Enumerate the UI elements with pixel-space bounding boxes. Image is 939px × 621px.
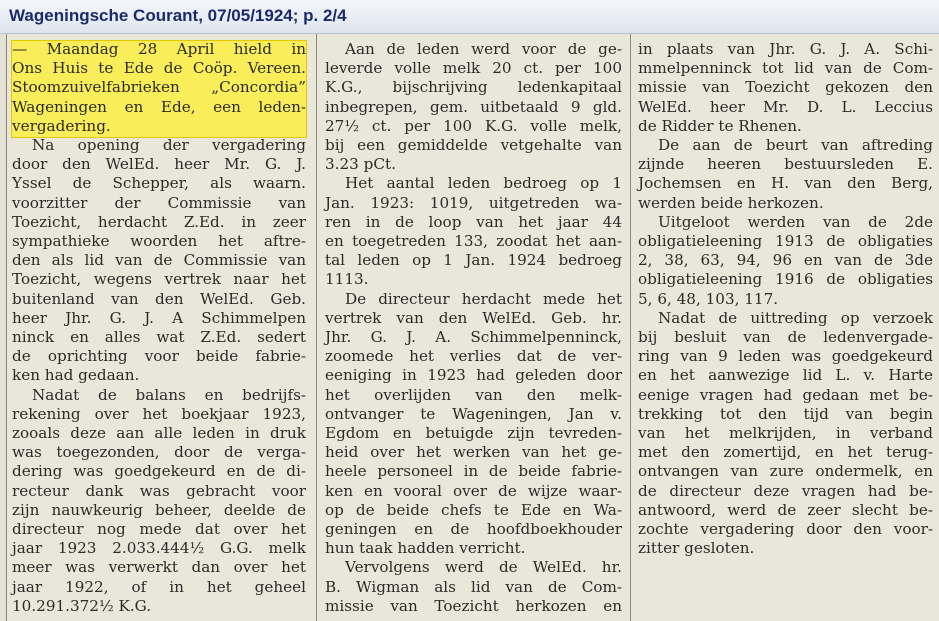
article-line-text: Stoomzuivelfabrieken „Concordia” [12, 78, 306, 97]
article-line-text: tal leden op 1 Jan. 1924 bedroeg [325, 251, 622, 270]
article-line-text: zochte vergadering door den voor- [638, 520, 933, 539]
article-column-2 [325, 40, 622, 616]
article-line [638, 366, 933, 385]
article-line [638, 136, 933, 155]
article-line [12, 597, 306, 616]
article-line [12, 309, 306, 328]
article-line [325, 251, 622, 270]
article-line [325, 232, 622, 251]
article-line-text: Nadat de balans en bedrijfs- [32, 385, 306, 404]
article-line-text: Wageningen en Ede, een leden- [12, 97, 306, 116]
article-line-text: vergadering. [12, 116, 111, 135]
article-line [12, 59, 306, 78]
article-line-text: jaar 1922, of in het geheel [12, 577, 306, 596]
article-line-text: 27½ ct. per 100 K.G. volle melk, [325, 116, 622, 135]
article-line [325, 155, 622, 174]
article-line [325, 59, 622, 78]
article-line [12, 482, 306, 501]
article-line-text: obligatieleening 1916 de obligaties [638, 270, 933, 289]
article-line-text: ontvangen van zure ondermelk, en [638, 462, 933, 481]
article-line [325, 366, 622, 385]
article-line-text: bij een gemiddelde vetgehalte van [325, 136, 622, 155]
article-line [12, 174, 306, 193]
article-line-text: geningen en de hoofdboekhouder [325, 520, 622, 539]
article-line-text: zitter gesloten. [638, 539, 755, 558]
article-line-text: vertrek van den WelEd. Geb. hr. [325, 308, 622, 327]
page-title: Wageningsche Courant, 07/05/1924; p. 2/4 [9, 6, 347, 25]
article-line-text: trekking tot den tijd van begin [638, 404, 933, 423]
article-line-text: Jochemsen en H. van den Berg, [638, 174, 933, 193]
article-line-text: leverde volle melk 20 ct. per 100 [325, 59, 622, 78]
article-line [638, 232, 933, 251]
article-line-text: Jhr. G. J. A. Schimmelpenninck, [325, 328, 622, 347]
article-line-text: jaar 1923 2.033.444½ G.G. melk [12, 539, 306, 558]
article-line [325, 40, 622, 59]
article-line-text: door den WelEd. heer Mr. G. J. [12, 155, 306, 174]
article-line [638, 539, 933, 558]
article-line-text: Jan. 1923: 1019, uitgetreden wa- [325, 193, 622, 212]
article-line [325, 386, 622, 405]
article-line [638, 462, 933, 481]
article-line-text: op de beide chefs te Ede en Wa- [325, 500, 622, 519]
article-line [638, 40, 933, 59]
article-line-text: ken had gedaan. [12, 366, 140, 385]
article-line [12, 539, 306, 558]
article-line [325, 328, 622, 347]
article-column-1 [12, 40, 306, 616]
article-line [638, 98, 933, 117]
article-line [12, 251, 306, 270]
article-line [325, 597, 622, 616]
article-line [325, 174, 622, 193]
article-line [12, 443, 306, 462]
article-line [638, 270, 933, 289]
article-line-text: Toezicht, herdacht Z.Ed. in zeer [12, 212, 306, 231]
article-line-text: meer was verwerkt dan over het [12, 558, 306, 577]
article-line-text: de oprichting voor beide fabrie- [12, 347, 306, 366]
article-line [325, 424, 622, 443]
column-rule-2 [630, 34, 631, 621]
article-line-text: obligatieleening 1913 de obligaties [638, 232, 933, 251]
article-line [12, 155, 306, 174]
article-line [638, 520, 933, 539]
article-line [638, 443, 933, 462]
article-line [638, 501, 933, 520]
article-line-text: Vervolgens werd de WelEd. hr. [345, 558, 622, 577]
article-line [638, 155, 933, 174]
article-line [638, 213, 933, 232]
article-line [12, 501, 306, 520]
article-line-text: ken en vooral over de wijze waar- [325, 481, 622, 500]
article-line-text: Nadat de uittreding op verzoek [658, 308, 933, 327]
article-line [638, 251, 933, 270]
article-line-text: bij besluit van de ledenvergade- [638, 328, 933, 347]
article-line [638, 117, 933, 136]
article-line [638, 482, 933, 501]
article-line-text: zooals deze aan alle leden in druk [12, 424, 306, 443]
article-line [12, 366, 306, 385]
article-line [12, 117, 306, 136]
article-line [325, 213, 622, 232]
article-line-text: ring van 9 leden was goedgekeurd [638, 347, 933, 366]
article-line-text: eeniging in 1923 had geleden door [325, 366, 622, 385]
article-line-text: heer Jhr. G. J. A Schimmelpen [12, 308, 306, 327]
article-line [12, 424, 306, 443]
article-line-text: den als lid van de Commissie van [12, 251, 306, 270]
article-line [12, 558, 306, 577]
article-line-text: De directeur herdacht mede het [345, 289, 622, 308]
article-line-text: Egdom en betuigde zijn tevreden- [325, 424, 622, 443]
article-line [12, 386, 306, 405]
article-line-text: sympathieke woorden het aftre- [12, 232, 306, 251]
article-line [638, 309, 933, 328]
article-line [638, 424, 933, 443]
article-line-text: werden beide herkozen. [638, 193, 824, 212]
article-line [325, 78, 622, 97]
article-line-text: missie van Toezicht gekozen den [638, 78, 933, 97]
newspaper-clipping [0, 34, 939, 621]
article-line [325, 194, 622, 213]
article-line [325, 136, 622, 155]
article-line [12, 232, 306, 251]
article-line-text: dering was goedgekeurd en de di- [12, 462, 306, 481]
article-line [325, 462, 622, 481]
article-line [638, 290, 933, 309]
article-line [325, 578, 622, 597]
article-line-text: heele personeel in de beide fabrie- [325, 462, 622, 481]
article-line-text: 10.291.372½ K.G. [12, 596, 152, 615]
article-line-text: rekening over het boekjaar 1923, [12, 404, 306, 423]
article-line-text: mmelpenninck tot lid van de Com- [638, 59, 933, 78]
article-line [12, 405, 306, 424]
article-line [12, 213, 306, 232]
article-line-text: Na opening der vergadering [32, 136, 306, 155]
article-line-text: buitenland van den WelEd. Geb. [12, 289, 306, 308]
article-line-text: Aan de leden werd voor de ge- [345, 40, 622, 58]
article-line-text: 1113. [325, 270, 369, 289]
article-line [12, 462, 306, 481]
article-line [325, 558, 622, 577]
article-line-text: 2, 38, 63, 94, 96 en van de 3de [638, 251, 933, 270]
article-line-text: Ons Huis te Ede de Coöp. Vereen. [12, 59, 306, 78]
column-rule-1 [316, 34, 317, 621]
article-line-text: 5, 6, 48, 103, 117. [638, 289, 779, 308]
article-line [325, 290, 622, 309]
article-line [12, 328, 306, 347]
article-line [12, 40, 306, 59]
article-line [325, 482, 622, 501]
article-line-text: en het aanwezige lid L. v. Harte [638, 366, 933, 385]
article-line [325, 270, 622, 289]
article-line-text: zijn nauwkeurig beheer, deelde de [12, 500, 306, 519]
article-line [12, 578, 306, 597]
article-line [325, 520, 622, 539]
article-line-text: ontvanger te Wageningen, Jan v. [325, 404, 622, 423]
article-line [325, 443, 622, 462]
article-line-text: Uitgeloot werden van de 2de [658, 212, 933, 231]
article-line [325, 405, 622, 424]
article-line [12, 270, 306, 289]
article-line-text: recteur dank was gebracht voor [12, 481, 306, 500]
article-line [638, 386, 933, 405]
article-line-text: K.G., bijschrijving ledenkapitaal [325, 78, 622, 97]
article-line-text: missie van Toezicht herkozen en [325, 596, 622, 615]
article-line [325, 501, 622, 520]
header-bar [0, 0, 939, 34]
article-line [12, 290, 306, 309]
article-line [638, 194, 933, 213]
article-column-3 [638, 40, 933, 558]
article-line [325, 539, 622, 558]
article-line-text: ninck en alles wat Z.Ed. sedert [12, 328, 306, 347]
article-line [638, 347, 933, 366]
article-line-text: inbegrepen, gem. uitbetaald 9 gld. [325, 97, 622, 116]
article-line-text: Het aantal leden bedroeg op 1 [345, 174, 622, 193]
article-line [638, 174, 933, 193]
article-line-text: WelEd. heer Mr. D. L. Leccius [638, 97, 933, 116]
article-line-text: heid over het werken van het ge- [325, 443, 622, 462]
article-line [638, 328, 933, 347]
article-line [638, 405, 933, 424]
article-line-text: ren in de loop van het jaar 44 [325, 212, 622, 231]
article-line-text: voorzitter der Commissie van [12, 193, 306, 212]
article-line-text: directeur nog mede dat over het [12, 520, 306, 539]
article-line-text: de Ridder te Rhenen. [638, 116, 802, 135]
article-line [325, 117, 622, 136]
article-line-text: antwoord, werd de zeer slecht be- [638, 500, 933, 519]
article-line [12, 520, 306, 539]
article-line-text: B. Wigman als lid van de Com- [325, 577, 622, 596]
article-line-text: Toezicht, wegens vertrek naar het [12, 270, 306, 289]
column-rule-left [6, 34, 7, 621]
article-line [638, 59, 933, 78]
article-line [638, 78, 933, 97]
article-line-text: — Maandag 28 April hield in [12, 40, 306, 58]
article-line-text: hun taak hadden verricht. [325, 539, 526, 558]
article-line [12, 98, 306, 117]
article-line-text: en toegetreden 133, zoodat het aan- [325, 232, 622, 251]
article-line-text: het overlijden van den melk- [325, 385, 622, 404]
article-line [325, 98, 622, 117]
article-line [325, 347, 622, 366]
article-line-text: eenige vragen had gedaan met be- [638, 385, 933, 404]
article-line-text: zoomede het verlies dat de ver- [325, 347, 622, 366]
article-line-text: Yssel de Schepper, als waarn. [12, 174, 306, 193]
article-line-text: in plaats van Jhr. G. J. A. Schi- [638, 40, 933, 58]
article-line-text: van het melkrijden, in verband [638, 424, 933, 443]
article-line-text: zijnde heeren bestuursleden E. [638, 155, 933, 174]
article-line-text: De aan de beurt van aftreding [658, 136, 933, 155]
article-line-text: de directeur deze vragen had be- [638, 481, 933, 500]
article-line-text: met den zomertijd, en het terug- [638, 443, 933, 462]
article-line-text: 3.23 pCt. [325, 155, 396, 174]
article-line [12, 194, 306, 213]
article-line [12, 136, 306, 155]
article-line [325, 309, 622, 328]
article-line [12, 78, 306, 97]
article-line-text: was toegezonden, door de verga- [12, 443, 306, 462]
article-line [12, 347, 306, 366]
